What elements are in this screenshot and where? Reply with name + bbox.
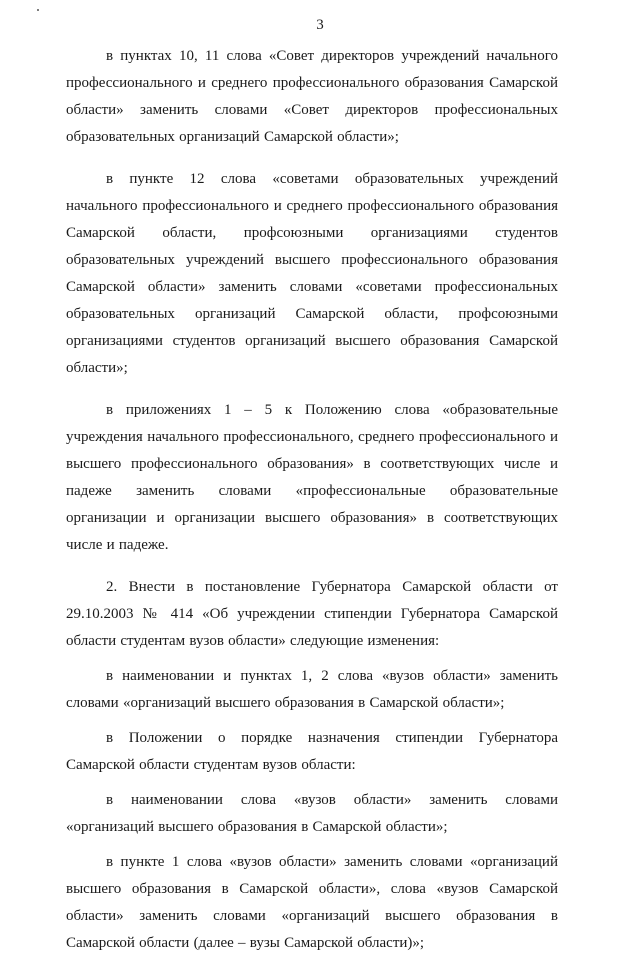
paragraph-point-12: в пункте 12 слова «советами образовательных учреждений начального профессионального и среднего профессионального образования Самарской области, профсоюзными организациями студентов образовательных учреждений высшего профессионального образования Самарской области» заменить словами «советами профессиональных образовательных организаций Самарской области, профсоюзными организациями студентов организаций высшего образования Самарской области»; [66,171,558,376]
scan-speck [37,9,39,11]
paragraph-title-points-1-2: в наименовании и пунктах 1, 2 слова «вузов области» заменить словами «организаций высшего образования в Самарской области»; [66,668,558,711]
paragraph-regulation: в Положении о порядке назначения стипендии Губернатора Самарской области студентам вузов области: [66,730,558,773]
paragraph-appendices-1-5: в приложениях 1 – 5 к Положению слова «образовательные учреждения начального профессионального, среднего профессионального и высшего профессионального образования» в соответствующих числе и падеже заменить словами «профессиональные образовательные организации и организации высшего образования» в соответствующих числе и падеже. [66,402,558,553]
document-body [66,43,558,972]
paragraph-regulation-point-1: в пункте 1 слова «вузов области» заменить словами «организаций высшего образования в Самарской области», слова «вузов Самарской области» заменить словами «организаций высшего образования в Самарской области (далее – вузы Самарской области)»; [66,854,558,951]
paragraph-points-10-11: в пунктах 10, 11 слова «Совет директоров учреждений начального профессионального и среднего профессионального образования Самарской области» заменить словами «Совет директоров профессиональных образовательных организаций Самарской области»; [66,48,558,145]
paragraph-section-2: 2. Внести в постановление Губернатора Самарской области от 29.10.2003 № 414 «Об учреждении стипендии Губернатора Самарской области студентам вузов области» следующие изменения: [66,579,558,649]
paragraph-regulation-title: в наименовании слова «вузов области» заменить словами «организаций высшего образования в Самарской области»; [66,792,558,835]
page-number: 3 [316,17,324,33]
